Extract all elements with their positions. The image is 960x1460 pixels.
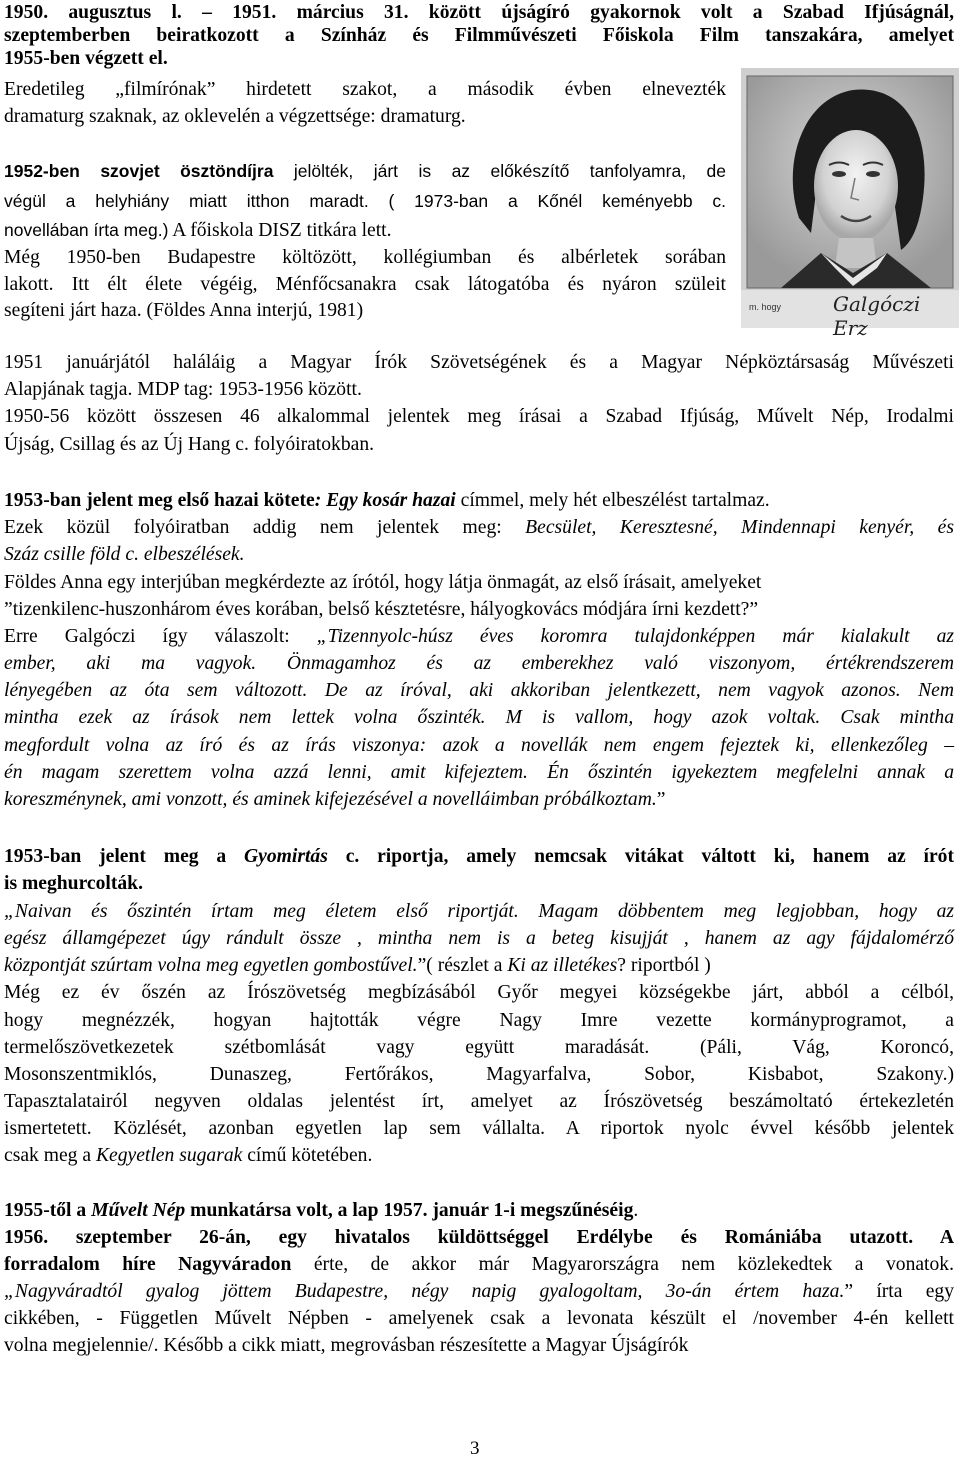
first-book-line xyxy=(4,515,954,541)
text-run: termelőszövetkezetek szétbomlását vagy együtt maradását. (Páli, Vág, Koroncó, xyxy=(4,1037,954,1058)
text-run: központját szúrtam volna meg egyetlen gombostűvel. xyxy=(4,955,418,976)
gyomirtas-line xyxy=(4,1035,954,1061)
membership-line xyxy=(4,350,954,376)
intro-line xyxy=(4,298,363,324)
text-run: ember, aki ma vagyok. Önmagamhoz és az emberekhez való viszonyom, értékrendszerem xyxy=(4,653,954,674)
text-run: Kegyetlen sugarak xyxy=(95,1145,243,1166)
text-run: ” írta egy xyxy=(844,1281,954,1302)
text-run: szeptemberben beiratkozott a Színház és Filmművészeti Főiskola Film tanszakára, amelyet xyxy=(4,25,954,46)
text-run: Még ez év őszén az Írószövetség megbízásából Győr megyei községekbe járt, abból a célból, xyxy=(4,982,954,1003)
text-run: forradalom híre Nagyváradon xyxy=(4,1254,292,1275)
text-run: Száz csille föld c. elbeszélések. xyxy=(4,544,245,565)
membership-line xyxy=(4,432,374,458)
text-run: Ezek közül folyóiratban addig nem jelentek meg: xyxy=(4,517,526,538)
text-run: Művelt Nép xyxy=(91,1200,186,1221)
intro-line xyxy=(4,245,726,271)
gyomirtas-line xyxy=(4,1089,954,1115)
text-run: (Földes Anna interjú, 1981) xyxy=(141,300,364,321)
gyomirtas-line xyxy=(4,1116,954,1142)
first-book-line xyxy=(4,624,954,650)
text-run: „Tizennyolc-húsz éves koromra tulajdonképpen már kialakult az xyxy=(316,626,954,647)
text-run: ”( részlet a xyxy=(417,955,508,976)
photo-signature: Galgóczi Erz xyxy=(833,292,921,340)
text-run: 1950-56 között összesen 46 alkalommal jelentek meg írásai a Szabad Ifjúság, Művelt Nép, Irodalmi xyxy=(4,406,954,427)
gyomirtas-heading xyxy=(4,871,143,897)
intro-line xyxy=(4,217,392,244)
text-run: Földes Anna egy interjúban megkérdezte az írótól, hogy látja önmagát, az első írásait, amelyeket xyxy=(4,572,762,593)
page-number: 3 xyxy=(470,1438,480,1459)
muvelt-nep-line xyxy=(4,1333,688,1359)
text-run: ” xyxy=(656,789,666,810)
text-run: címmel, mely hét elbeszélést tartalmaz. xyxy=(455,490,770,511)
text-run: : Egy kosár hazai xyxy=(314,490,456,511)
text-run: segíteni járt haza. xyxy=(4,300,142,321)
text-run: ismertetett. Közlését, azonban egyetlen lap sem vállalta. A riportok nyolc évvel később jelentek xyxy=(4,1118,954,1139)
intro-line xyxy=(4,272,726,298)
text-run: végül a helyhiány miatt itthon maradt. ( 1973-ban a Kőnél keményebb c. xyxy=(4,191,726,211)
first-book-line xyxy=(4,733,954,759)
text-run: ? riportból ) xyxy=(617,955,711,976)
text-run: ”tizenkilenc-huszonhárom éves korában, belső késztetésre, hályogkovács módjára írni kezdett?” xyxy=(4,599,759,620)
gyomirtas-line xyxy=(4,1062,954,1088)
text-run: lakott. xyxy=(4,274,54,295)
text-run: megfordult volna az író és az írás viszonya: azok a novellák nem engem fejeztek ki, ellenkezőleg – xyxy=(4,735,954,756)
membership-line xyxy=(4,404,954,430)
text-run: Eredetileg „filmírónak” hirdetett szakot, a második évben elnevezték xyxy=(4,79,726,100)
first-book-line xyxy=(4,488,770,514)
intro-line xyxy=(4,188,726,214)
gyomirtas-line xyxy=(4,980,954,1006)
intro-line xyxy=(4,104,466,130)
text-run: is meghurcolták. xyxy=(4,873,143,894)
intro-line xyxy=(4,77,726,103)
text-run: Itt élt élete végéig, Ménfőcsanakra csak látogatóba és nyáron szüleit xyxy=(53,274,726,295)
text-run: hogy megnézzék, hogyan hajtották végre Nagy Imre vezette kormányprogramot, a xyxy=(4,1010,954,1031)
text-run: „Naivan és őszintén írtam meg életem első riportját. Magam döbbentem meg legjobban, hogy az xyxy=(4,901,954,922)
text-run: Ki az illetékes xyxy=(507,955,618,976)
muvelt-nep-line xyxy=(4,1306,954,1332)
text-run: Még 1950-ben Budapestre költözött, kollégiumban és albérletek sorában xyxy=(4,247,726,268)
gyomirtas-line xyxy=(4,1143,372,1169)
gyomirtas-heading xyxy=(4,844,954,870)
muvelt-nep-line xyxy=(4,1252,954,1278)
first-book-line xyxy=(4,570,761,596)
text-run: jelölték, járt is az előkészítő tanfolyamra, de xyxy=(273,161,726,181)
text-run: 1950. augusztus l. – 1951. március 31. között újságíró gyakornok volt a Szabad Ifjúságnál, xyxy=(4,2,954,23)
text-run: 1951 januárjától haláláig a Magyar Írók Szövetségének és a Magyar Népköztársaság Művészeti xyxy=(4,352,954,373)
text-run: csak meg a xyxy=(4,1145,96,1166)
text-run: 1957. január 1-i megszűnéséig xyxy=(383,1200,634,1221)
text-run: című kötetében. xyxy=(242,1145,373,1166)
text-run: „Nagyváradtól gyalog jöttem Budapestre, négy napig gyalogoltam, 3o-án értem haza. xyxy=(4,1281,845,1302)
first-book-line xyxy=(4,651,954,677)
text-run: . xyxy=(633,1200,639,1221)
text-run: c. riportja, amely nemcsak vitákat váltott ki, hanem az írót xyxy=(327,846,955,867)
text-run: mintha ezek az írások nem lettek volna őszinték. M is vallom, hogy azok voltak. Csak mintha xyxy=(4,707,954,728)
muvelt-nep-line xyxy=(4,1225,954,1251)
text-run: munkatársa volt, a lap xyxy=(185,1200,384,1221)
text-run: 1952-ben szovjet ösztöndíjra xyxy=(4,161,274,181)
text-run: 1956. szeptember 26-án, egy hivatalos küldöttséggel Erdélybe és Romániába utazott. A xyxy=(4,1227,954,1248)
text-run: 1953-ban jelent meg első hazai kötete xyxy=(4,490,315,511)
gyomirtas-quote-line xyxy=(4,953,711,979)
text-run: Erre Galgóczi így válaszolt: xyxy=(4,626,317,647)
muvelt-nep-line xyxy=(4,1279,954,1305)
first-book-line xyxy=(4,705,954,731)
membership-line xyxy=(4,377,362,403)
gyomirtas-quote-line xyxy=(4,899,954,925)
text-run: Mosonszentmiklós, Dunaszeg, Fertőrákos, Magyarfalva, Sobor, Kisbabot, Szakony.) xyxy=(4,1064,954,1085)
text-run: 1953-ban jelent meg a xyxy=(4,846,245,867)
intro-line xyxy=(4,158,726,184)
text-run: Gyomirtás xyxy=(244,846,328,867)
portrait-image xyxy=(741,68,959,328)
photo-caption: m. hogy xyxy=(749,302,782,312)
text-run: A főiskola DISZ titkára lett. xyxy=(168,220,392,241)
intro-line xyxy=(4,46,168,72)
gyomirtas-line xyxy=(4,1008,954,1034)
text-run: koreszménynek, ami vonzott, és aminek kifejezésével a novelláimban próbálkoztam. xyxy=(4,789,657,810)
text-run: dramaturg szaknak, az oklevelén a végzettsége: dramaturg. xyxy=(4,106,466,127)
text-run: én magam szerettem volna azzá lenni, amit kifejeztem. Én őszintén igyekeztem megfelelni annak a xyxy=(4,762,954,783)
first-book-line xyxy=(4,787,665,813)
text-run: Becsület, Keresztesné, Mindennapi kenyér, és xyxy=(525,517,954,538)
text-run: érte, de akkor már Magyarországra nem közlekedtek a vonatok. xyxy=(291,1254,954,1275)
text-run: egész államgépezet úgy rándult össze , mintha nem is a beteg kisujját , hanem az agy fájdalomérző xyxy=(4,928,954,949)
first-book-line xyxy=(4,597,758,623)
text-run: novellában írta meg.) xyxy=(4,220,169,240)
first-book-line xyxy=(4,760,954,786)
text-run: 1955-től a xyxy=(4,1200,92,1221)
text-run: cikkében, - Független Művelt Népben - amelyenek csak a levonata készült el /november 4-én kellett xyxy=(4,1308,954,1329)
first-book-line xyxy=(4,542,245,568)
muvelt-nep-line xyxy=(4,1198,638,1224)
first-book-line xyxy=(4,678,954,704)
portrait-photo xyxy=(741,68,959,340)
text-run: lényegében az óta sem változott. De az íróval, aki akkoriban jelentkezett, nem vagyok azonos. Nem xyxy=(4,680,954,701)
text-run: Újság, Csillag és az Új Hang c. folyóiratokban. xyxy=(4,434,375,455)
text-run: 1955-ben végzett el. xyxy=(4,48,168,69)
text-run: volna megjelennie/. Később a cikk miatt, megrovásban részesítette a Magyar Újságírók xyxy=(4,1335,689,1356)
gyomirtas-quote-line xyxy=(4,926,954,952)
text-run: Tapasztalatairól negyven oldalas jelentést írt, amelyet az Írószövetség beszámoltató értekezletén xyxy=(4,1091,954,1112)
text-run: Alapjának tagja. MDP tag: 1953-1956 között. xyxy=(4,379,362,400)
